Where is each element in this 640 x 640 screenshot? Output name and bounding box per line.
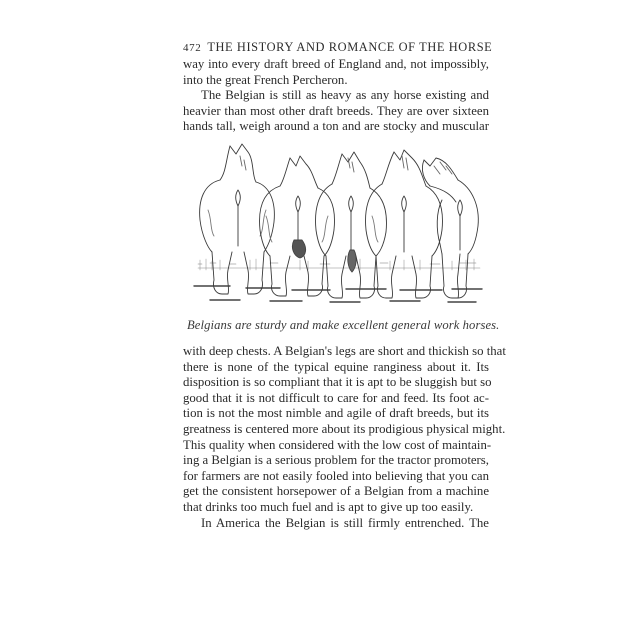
text-line: tion is not the most nimble and agile of draft breeds, but its xyxy=(183,406,489,421)
text-line: there is none of the typical equine ranginess about it. Its xyxy=(183,359,489,374)
text-line: greatness is centered more about its prodigious physical might. xyxy=(183,421,506,436)
text-line: way into every draft breed of England and, not impossibly, xyxy=(183,57,489,71)
text-line: into the great French Percheron. xyxy=(183,72,348,87)
text-line: ing a Belgian is a serious problem for the tractor promoters, xyxy=(183,453,489,468)
page-upper xyxy=(183,38,493,135)
text-line: disposition is so compliant that it is apt to be sluggish but so xyxy=(183,375,492,390)
running-head xyxy=(183,38,493,57)
text-line: This quality when considered with the low cost of maintain- xyxy=(183,437,492,452)
text-line: hands tall, weigh around a ton and are stocky and muscular xyxy=(183,119,489,134)
text-line: The Belgian is still as heavy as any horse existing and xyxy=(201,88,489,103)
text-line: good that it is not difficult to care for and feed. Its foot ac- xyxy=(183,390,489,405)
page-lower xyxy=(183,344,506,531)
page-number: 472 xyxy=(183,42,202,54)
horse-drawing-icon xyxy=(190,140,486,310)
figure-caption: Belgians are sturdy and make excellent general work horses. xyxy=(187,318,500,332)
text-line: heavier than most other draft breeds. They are over sixteen xyxy=(183,103,489,118)
horses-illustration xyxy=(190,140,486,310)
text-line: that drinks too much fuel and is apt to give up too easily. xyxy=(183,499,474,514)
book-title: THE HISTORY AND ROMANCE OF THE HORSE xyxy=(207,40,493,54)
text-line: get the consistent horsepower of a Belgian from a machine xyxy=(183,484,489,499)
text-line: with deep chests. A Belgian's legs are short and thickish so that xyxy=(183,344,506,358)
text-line: for farmers are not easily fooled into believing that you can xyxy=(183,468,489,483)
text-line: In America the Belgian is still firmly entrenched. The xyxy=(201,515,489,530)
